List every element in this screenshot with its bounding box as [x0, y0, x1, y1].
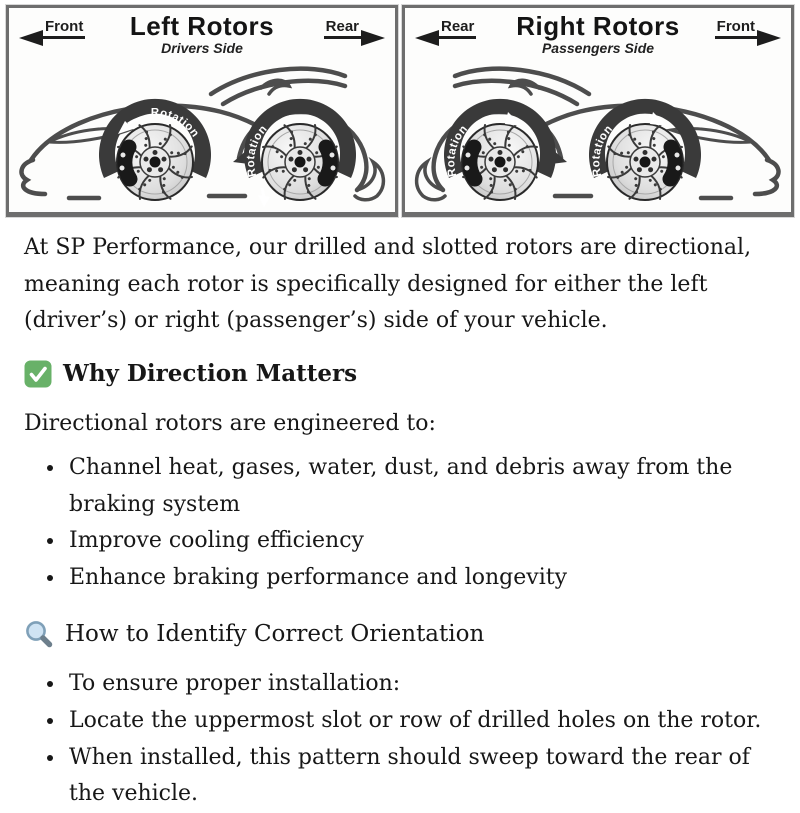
lead-sentence: Directional rotors are engineered to:: [24, 410, 436, 436]
rotation-label: Rotation: [445, 123, 471, 178]
article-body: [0, 230, 800, 813]
left-panel-header: [9, 8, 395, 58]
rotation-label: Rotation: [150, 106, 202, 140]
magnifying-glass-icon: [24, 619, 54, 649]
rotation-arrow-icon: [258, 195, 270, 207]
panel-subtitle: Passengers Side: [541, 40, 655, 56]
rotor-direction-diagrams: [0, 0, 800, 217]
direction-text: Front: [715, 18, 757, 39]
car-diagram-right-side: [405, 58, 791, 212]
left-rotors-panel: [6, 5, 398, 217]
front-direction-label: [715, 18, 781, 39]
section-heading-identify-orientation: [24, 615, 770, 653]
heading-text: How to Identify Correct Orientation: [65, 621, 485, 648]
intro-paragraph: At SP Performance, our drilled and slotted rotors are directional, meaning each rotor is specifically designed for either the left (driver’s) or right (passenger’s) side of your vehicle.: [24, 235, 752, 334]
list-item: • To ensure proper installation:: [66, 666, 770, 703]
panel-title: Right Rotors: [516, 11, 680, 41]
list-item: • Channel heat, gases, water, dust, and debris away from the braking system: [66, 450, 770, 523]
list-item: • Improve cooling efficiency: [66, 523, 770, 560]
rotation-label: Rotation: [245, 123, 270, 178]
direction-text: Rear: [439, 18, 476, 39]
right-panel-header: [405, 8, 791, 58]
list-item: • When installed, this pattern should sweep toward the rear of the vehicle.: [66, 740, 770, 813]
rear-direction-label: [324, 18, 385, 39]
direction-text: Front: [43, 18, 85, 39]
right-rotors-panel: [402, 5, 794, 217]
panel-subtitle: Drivers Side: [161, 40, 243, 56]
heading-text: Why Direction Matters: [63, 359, 358, 387]
rotation-label: Rotation: [590, 123, 616, 178]
panel-title: Left Rotors: [129, 11, 275, 41]
arrow-right-icon: [757, 30, 781, 46]
arrow-right-icon: [361, 30, 385, 46]
orientation-steps-list: [24, 666, 770, 812]
green-check-icon: [24, 360, 52, 388]
list-item: • Enhance braking performance and longevity: [66, 560, 770, 597]
section-heading-why-direction-matters: [24, 355, 770, 393]
benefits-list: [24, 450, 770, 596]
list-item: • Locate the uppermost slot or row of drilled holes on the rotor.: [66, 703, 770, 740]
car-diagram-left-side: [9, 58, 395, 212]
direction-text: Rear: [324, 18, 361, 39]
